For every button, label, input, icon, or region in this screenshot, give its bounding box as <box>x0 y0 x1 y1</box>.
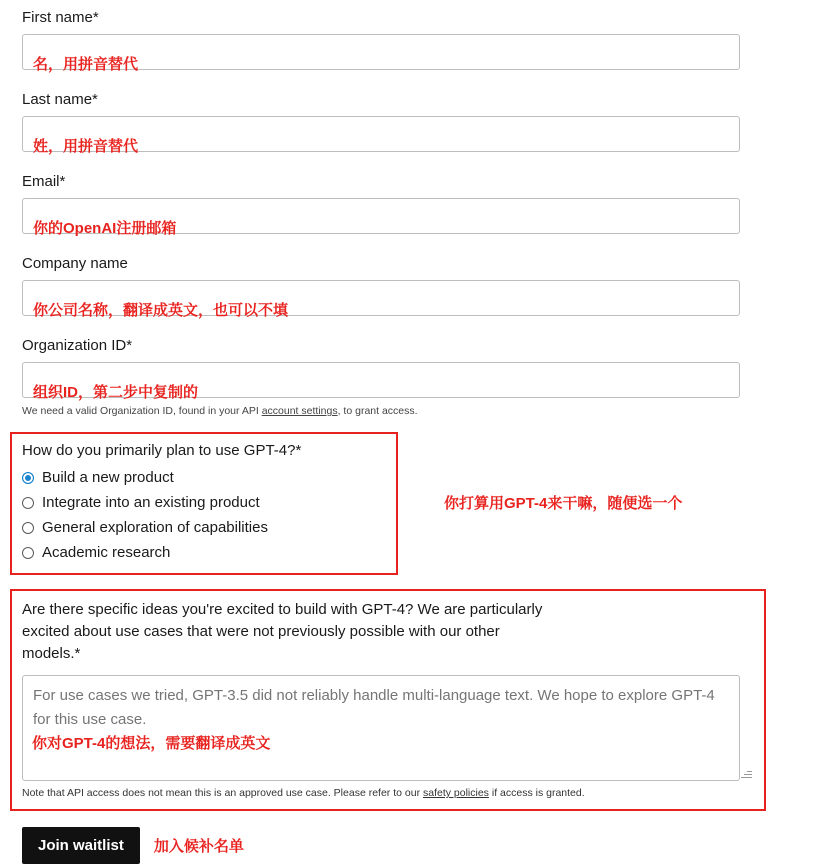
last-name-cn-annotation: 姓，用拼音替代 <box>33 138 139 155</box>
company-name-label: Company name <box>22 255 128 272</box>
radio-icon[interactable] <box>22 522 34 534</box>
submit-cn-annotation: 加入候补名单 <box>153 838 244 855</box>
usage-option-label: Academic research <box>42 544 171 561</box>
org-helper-before: We need a valid Organization ID, found in your API <box>22 405 262 417</box>
usage-question-cn-annotation: 你打算用GPT-4来干嘛，随便选一个 <box>444 495 683 512</box>
company-name-cn-annotation: 你公司名称，翻译成英文，也可以不填 <box>33 302 289 319</box>
email-label: Email* <box>22 173 66 190</box>
last-name-label: Last name* <box>22 91 98 108</box>
first-name-input[interactable] <box>22 34 740 70</box>
radio-icon[interactable] <box>22 497 34 509</box>
ideas-textarea[interactable] <box>22 675 740 781</box>
email-input[interactable] <box>22 198 740 234</box>
organization-id-label: Organization ID* <box>22 337 133 354</box>
radio-icon[interactable] <box>22 547 34 559</box>
account-settings-link[interactable]: account settings <box>261 405 338 417</box>
usage-question-box <box>10 432 398 575</box>
usage-option-academic-research[interactable] <box>22 540 386 565</box>
submit-row <box>0 811 818 864</box>
usage-question-title: How do you primarily plan to use GPT-4?* <box>22 442 302 459</box>
usage-question-wrapper <box>0 432 818 575</box>
ideas-cn-annotation: 你对GPT-4的想法，需要翻译成英文 <box>32 735 271 752</box>
usage-option-label: General exploration of capabilities <box>42 519 268 536</box>
ideas-textarea-wrapper <box>22 675 754 781</box>
first-name-label: First name* <box>22 9 99 26</box>
ideas-question-box <box>10 589 766 811</box>
ideas-question-note <box>22 781 754 799</box>
usage-option-label: Build a new product <box>42 469 174 486</box>
first-name-cn-annotation: 名，用拼音替代 <box>33 56 139 73</box>
organization-id-helper <box>0 398 818 418</box>
safety-policies-link[interactable]: safety policies <box>422 787 489 799</box>
field-last-name <box>0 90 818 155</box>
org-helper-after: , to grant access. <box>337 405 418 417</box>
email-cn-annotation: 你的OpenAI注册邮箱 <box>33 220 177 237</box>
organization-id-cn-annotation: 组织ID，第二步中复制的 <box>33 384 199 401</box>
field-first-name <box>0 8 818 73</box>
usage-option-label: Integrate into an existing product <box>42 494 260 511</box>
organization-id-input[interactable] <box>22 362 740 398</box>
ideas-note-before: Note that API access does not mean this is an approved use case. Please refer to our <box>22 787 423 799</box>
textarea-resize-handle[interactable] <box>740 767 752 779</box>
field-company-name <box>0 254 818 319</box>
ideas-note-after: if access is granted. <box>488 787 585 799</box>
last-name-input[interactable] <box>22 116 740 152</box>
usage-option-general-exploration[interactable] <box>22 515 386 540</box>
usage-option-build-new-product[interactable] <box>22 465 386 490</box>
join-waitlist-button[interactable]: Join waitlist <box>22 827 140 864</box>
usage-option-integrate-existing-product[interactable] <box>22 490 386 515</box>
field-organization-id <box>0 336 818 418</box>
field-email <box>0 172 818 237</box>
ideas-question-title: Are there specific ideas you're excited to build with GPT-4? We are particularly excited about use cases that were not previously possible with our other models.* <box>22 601 543 662</box>
radio-icon[interactable] <box>22 472 34 484</box>
company-name-input[interactable] <box>22 280 740 316</box>
